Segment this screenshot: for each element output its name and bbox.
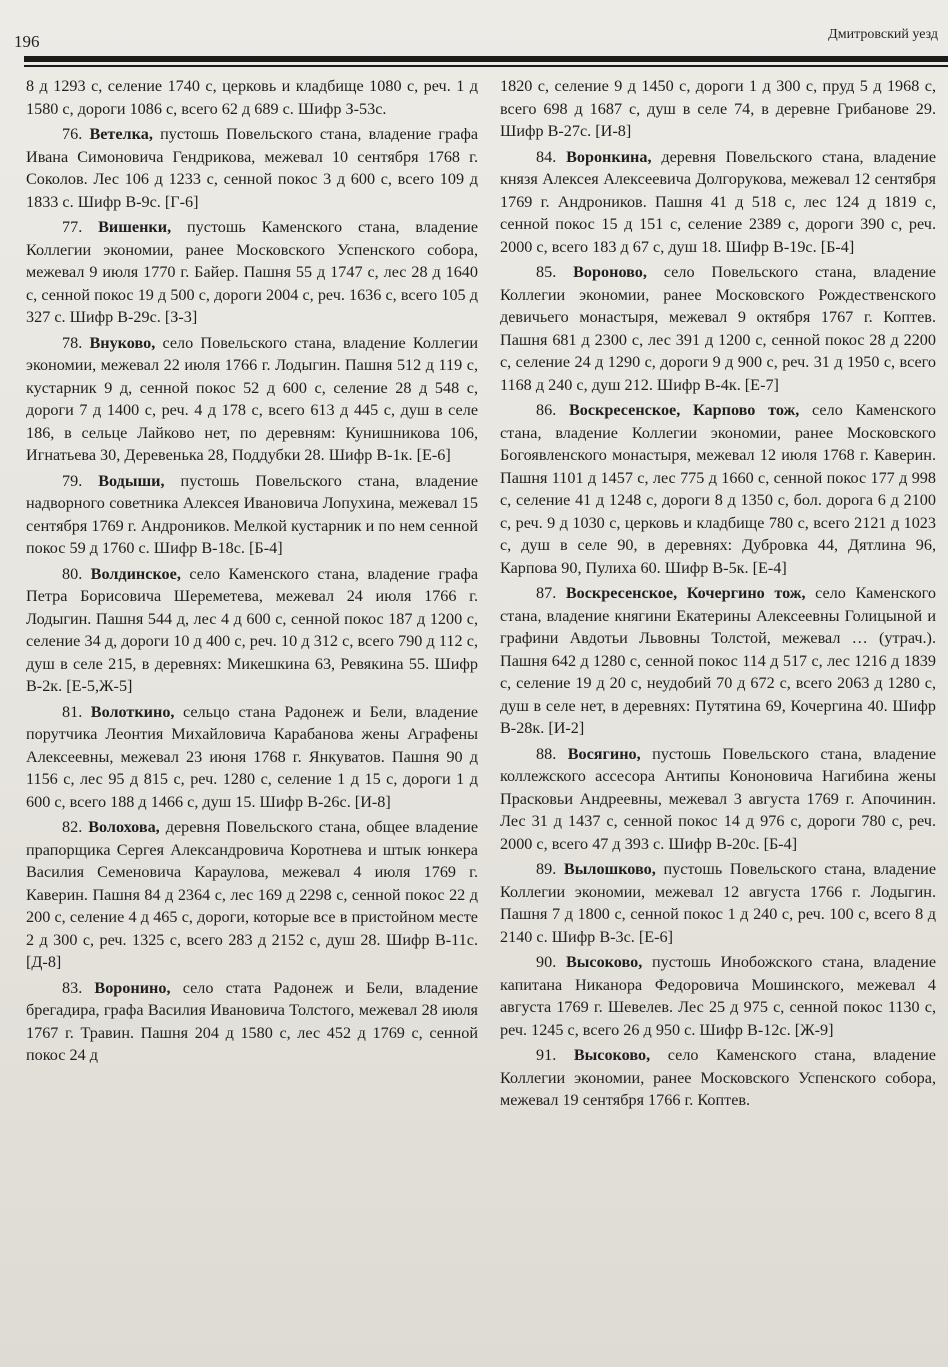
entry	[26, 332, 478, 467]
entry-number: 89.	[536, 860, 557, 878]
entry	[500, 1044, 936, 1112]
entry	[500, 399, 936, 579]
entry-text: сельцо стана Радонеж и Бели, владение порутчика Леонтия Михайловича Карабанова жены Аграфены Алексеевны, межевал 23 июня 1768 г. Янкуватов. Пашня 90 д 1156 с, лес 95 д 815 с, реч. 1280 с, селение 1 д 15 с, дороги 1 д 600 с, всего 188 д 1466 с, душ 15. Шифр В-26с. [И-8]	[26, 702, 479, 811]
entry-text: село Повельского стана, владение Коллегии экономии, межевал 22 июля 1766 г. Лодыгин. Пашня 512 д 119 с, кустарник 9 д, сенной покос 52 д 600 с, селение 28 д 548 с, дороги 7 д 1400 с, реч. 4 д 178 с, всего 613 д 445 с, душ в селе 186, в сельце Лайково нет, по деревням: Кунишникова 106, Игнатьева 30, Деревенька 28, Поддубки 28. Шифр В-1к. [Е-6]	[26, 333, 479, 464]
entry-name: Водыши,	[98, 471, 165, 490]
entry-name: Высоково,	[565, 953, 643, 971]
entry-name: Волдинское,	[90, 564, 181, 583]
entry-text: 8 д 1293 с, селение 1740 с, церковь и кладбище 1080 с, реч. 1 д 1580 с, дороги 1086 с, всего 62 д 689 с. Шифр З-53с.	[26, 77, 478, 118]
entry-name: Волохова,	[88, 818, 160, 836]
entry	[500, 261, 936, 396]
entry-name: Внуково,	[89, 333, 156, 352]
entry-text: пустошь Каменского стана, владение Коллегии экономии, ранее Московского Успенского собора, межевал 9 июля 1770 г. Байер. Пашня 55 д 1747 с, лес 28 д 1640 с, сенной покос 19 д 500 с, дороги 2004 с, реч. 1636 с, всего 105 д 327 с. Шифр В-29с. [З-3]	[26, 218, 479, 326]
entry-text: пустошь Повельского стана, владение Коллегии экономии, межевал 12 августа 1766 г. Лодыгин. Пашня 7 д 1800 с, сенной покос 1 д 240 с, реч. 100 с, всего 8 д 2140 с. Шифр В-3с. [Е-6]	[500, 860, 937, 946]
entry-text: пустошь Повельского стана, владение надворного советника Алексея Ивановича Лопухина, межевал 15 сентября 1769 г. Андроников. Мелкой кустарник и по нем сенной покос 59 д 1760 с. Шифр В-18с. [Б-4]	[26, 471, 479, 557]
entry-name: Высоково,	[573, 1046, 651, 1064]
entry-number: 82.	[62, 818, 83, 836]
entry	[26, 816, 478, 974]
entry	[500, 146, 936, 259]
entry-number: 83.	[62, 978, 83, 997]
entry	[26, 216, 478, 329]
entry-continuation	[500, 75, 936, 143]
running-title: Дмитровский уезд	[828, 27, 938, 42]
entry-name: Воскресенское, Карпово тож,	[568, 401, 800, 419]
left-column	[26, 75, 478, 1070]
entry	[500, 858, 936, 948]
entry	[26, 977, 478, 1067]
entry-text: пустошь Инобожского стана, владение капитана Никанора Федоровича Мошинского, межевал 4 августа 1769 г. Шевелев. Лес 25 д 975 с, сенной покос 1130 с, реч. 1245 с, всего 26 д 950 с. Шифр В-12с. [Ж-9]	[500, 953, 937, 1039]
entry-number: 79.	[62, 471, 83, 490]
entry-number: 80.	[62, 564, 83, 583]
entry-text: село Повельского стана, владение Коллегии экономии, ранее Московского Рождественского девичьего монастыря, межевал 9 октября 1767 г. Коптев. Пашня 681 д 2300 с, лес 391 д 1200 с, сенной покос 28 д 2200 с, селение 24 д 1290 с, дороги 9 д 900 с, реч. 31 д 1950 с, всего 1168 д 240 с, душ 212. Шифр В-4к. [Е-7]	[500, 263, 936, 394]
entry-number: 78.	[62, 333, 83, 352]
entry-text: село Каменского стана, владение княгини Екатерины Алексеевны Голицыной и графини Авдотьи Львовны Толстой, межевал … (утрач.). Пашня 642 д 1280 с, сенной покос 114 д 517 с, лес 1216 д 1839 с, селение 19 д 20 с, неудобий 70 д 672 с, всего 2063 д 1280 с, душ в селе нет, в деревнях: Путятина 69, Кочергина 40. Шифр В-28к. [И-2]	[500, 584, 936, 737]
entry-text: пустошь Повельского стана, владение коллежского ассесора Антипы Кононовича Нагибина жены Прасковьи Андреевны, межевал 3 августа 1769 г. Апочинин. Лес 31 д 1437 с, сенной покос 14 д 976 с, дороги 780 с, реч. 2000 с, всего 47 д 393 с. Шифр В-20с. [Б-4]	[500, 744, 937, 853]
entry-text: село Каменского стана, владение Коллегии экономии, ранее Московского Успенского собора, межевал 19 сентября 1766 г. Коптев.	[500, 1046, 936, 1109]
entry-text: село стата Радонеж и Бели, владение брегадира, графа Василия Ивановича Толстого, межевал 28 июля 1767 г. Травин. Пашня 204 д 1580 с, лес 452 д 1769 с, сенной покос 24 д	[26, 978, 479, 1064]
entry	[26, 701, 478, 814]
entry	[500, 951, 936, 1041]
entry-number: 87.	[536, 584, 557, 602]
entry-name: Волоткино,	[90, 702, 175, 721]
entry-number: 76.	[62, 125, 83, 143]
header-rule-thin	[24, 65, 948, 67]
entry-number: 88.	[536, 744, 557, 763]
entry	[26, 123, 478, 213]
entry-text: пустошь Повельского стана, владение графа Ивана Симоновича Гендрикова, межевал 10 сентября 1768 г. Соколов. Лес 106 д 1233 с, сенной покос 3 д 600 с, всего 109 д 1833 с. Шифр В-9с. [Г-6]	[26, 125, 479, 211]
entry-name: Воронкина,	[566, 147, 652, 166]
entry	[26, 470, 478, 560]
entry-number: 81.	[62, 702, 83, 721]
entry-name: Воронино,	[94, 978, 171, 997]
entry-text: деревня Повельского стана, общее владение прапорщика Сергея Александровича Коротнева и штык юнкера Василия Семеновича Караулова, межевал 4 июля 1769 г. Каверин. Пашня 84 д 2364 с, лес 169 д 2298 с, сенной покос 22 д 200 с, селение 4 д 465 с, дороги, которые все в пристойном месте 2 д 300 с, реч. 1325 с, всего 283 д 2152 с, душ 28. Шифр В-11с. [Д-8]	[26, 818, 479, 971]
entry-name: Восягино,	[567, 744, 641, 763]
entry-name: Вылошково,	[563, 860, 656, 878]
entry-text: деревня Повельского стана, владение князя Алексея Алексеевича Долгорукова, межевал 12 сентября 1769 г. Андроников. Пашня 41 д 518 с, лес 124 д 1819 с, сенной покос 15 д 151 с, селение 2389 с, дороги 390 с, реч. 2000 с, всего 183 д 67 с, душ 18. Шифр В-19с. [Б-4]	[500, 147, 937, 256]
entry-name: Воскресенское, Кочергино тож,	[565, 584, 806, 602]
entry-name: Вишенки,	[98, 218, 172, 236]
right-column	[500, 75, 936, 1115]
entry-text: 1820 с, селение 9 д 1450 с, дороги 1 д 300 с, пруд 5 д 1968 с, всего 698 д 1687 с, душ в селе 74, в деревне Грибанове 29. Шифр В-27с. [И-8]	[500, 77, 936, 140]
entry-name: Вороново,	[573, 263, 647, 281]
entry-number: 86.	[536, 401, 557, 419]
page-number: 196	[14, 32, 40, 51]
header-rule-thick	[24, 56, 948, 62]
entry-number: 90.	[536, 953, 557, 971]
entry-text: село Каменского стана, владение Коллегии экономии, ранее Московского Богоявленского монастыря, межевал 12 июля 1768 г. Каверин. Пашня 1101 д 1457 с, лес 775 д 1660 с, сенной покос 177 д 998 с, селение 41 д 1248 с, дороги 8 д 1350 с, бол. дорога 6 д 2100 с, реч. 9 д 1030 с, церковь и кладбище 780 с, всего 2121 д 1023 с, душ в селе 90, в деревнях: Дубровка 44, Дятлина 96, Карпова 90, Пулиха 60. Шифр В-5к. [Е-4]	[500, 401, 937, 577]
entry-continuation	[26, 75, 478, 120]
entry	[500, 743, 936, 856]
entry-number: 85.	[536, 263, 557, 281]
entry-number: 77.	[62, 218, 83, 236]
entry-number: 84.	[536, 147, 557, 166]
entry	[500, 582, 936, 740]
entry-number: 91.	[536, 1046, 557, 1064]
entry	[26, 563, 478, 698]
entry-text: село Каменского стана, владение графа Петра Борисовича Шереметева, межевал 24 июля 1766 г. Лодыгин. Пашня 544 д, лес 4 д 600 с, сенной покос 187 д 1200 с, селение 34 д, дороги 10 д 400 с, реч. 10 д 312 с, всего 790 д 112 с, душ в селе 215, в деревнях: Микешкина 63, Ревякина 55. Шифр В-2к. [Е-5,Ж-5]	[26, 564, 478, 695]
entry-name: Ветелка,	[89, 125, 153, 143]
